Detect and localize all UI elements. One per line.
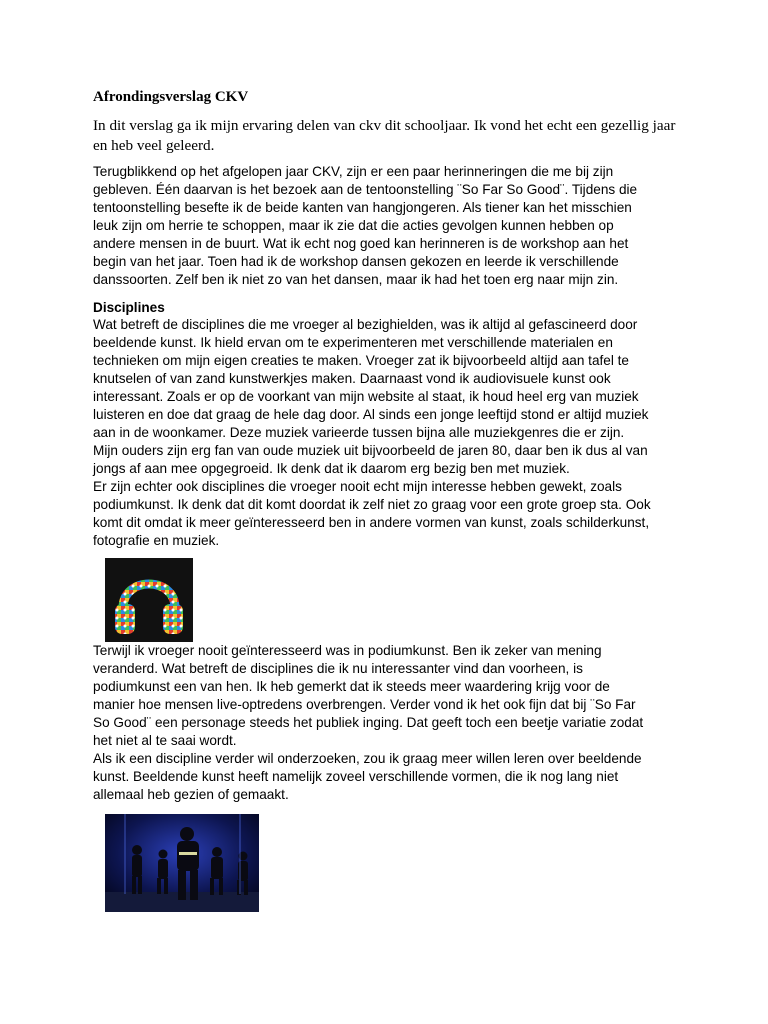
paragraph-performing-arts: Terwijl ik vroeger nooit geïnteresseerd was in podiumkunst. Ben ik zeker van mening veranderd. Wat betreft de disciplines die ik nu interessanter vind dan voorheen, is podiumkunst een van hen. Ik heb gemerkt dat ik steeds meer waardering krijg voor de manier hoe mensen live-optredens overbrengen. Verder vond ik het ook fijn dat bij ¨So Far So Good¨ een personage steeds het publiek inging. Dat geeft toch een beetje variatie zodat het niet al te saai wordt. Als ik een discipline verder wil onderzoeken, zou ik graag meer willen leren over beeldende kunst. Beeldende kunst heeft namelijk zoveel verschillende vormen, die ik nog lang niet allemaal heb gezien of gemaakt. [93,643,644,802]
stage-photo-image [105,814,259,912]
section-heading-disciplines: Disciplines [93,300,165,315]
headphones-image [105,558,193,642]
paragraph-disciplines: Wat betreft de disciplines die me vroeger al bezighielden, was ik altijd al gefascineerd door beeldende kunst. Ik hield ervan om te experimenteren met verschillende materialen en technieken om mijn eigen creaties te maken. Vroeger zat ik bijvoorbeeld altijd aan tafel te knutselen of van zand kunstwerkjes maken. Daarnaast vond ik audiovisuele kunst ook interessant. Zoals er op de voorkant van mijn website al staat, ik houd heel erg van muziek luisteren en doe dat graag de hele dag door. Al sinds een jonge leeftijd stond er altijd muziek aan in de woonkamer. Deze muziek varieerde tussen bijna alle muziekgenres die er zijn. Mijn ouders zijn erg fan van oude muziek uit bijvoorbeeld de jaren 80, daar ben ik dus al van jongs af aan mee opgegroeid. Ik denk dat ik daarom erg bezig ben met muziek. Er zijn echter ook disciplines die vroeger nooit echt mijn interesse hebben gewekt, zoals podiumkunst. Ik denk dat dit komt doordat ik zelf niet zo graag voor een grote groep sta. Ook komt dit omdat ik meer geïnteresseerd ben in andere vormen van kunst, zoals schilderkunst, fotografie en muziek. [93,317,651,548]
dance-performance-photo [105,814,259,912]
headphones-icon [105,558,193,642]
paragraph-reflection: Terugblikkend op het afgelopen jaar CKV, zijn er een paar herinneringen die me bij zijn gebleven. Één daarvan is het bezoek aan de tentoonstelling ¨So Far So Good¨. Tijdens die tentoonstelling besefte ik de beide kanten van hangjongeren. Als tiener kan het misschien leuk zijn om herrie te schoppen, maar ik zie dat die acties gevolgen kunnen hebben op andere mensen in de buurt. Wat ik echt nog goed kan herinneren is de workshop aan het begin van het jaar. Toen had ik de workshop dansen gekozen en leerde ik verschillende danssoorten. Zelf ben ik niet zo van het dansen, maar ik had het toen erg naar mijn zin. [93,164,638,287]
document-title: Afrondingsverslag CKV [93,89,249,105]
intro-paragraph: In dit verslag ga ik mijn ervaring delen van ckv dit schooljaar. Ik vond het echt een gezellig jaar en heb veel geleerd. [93,117,676,154]
